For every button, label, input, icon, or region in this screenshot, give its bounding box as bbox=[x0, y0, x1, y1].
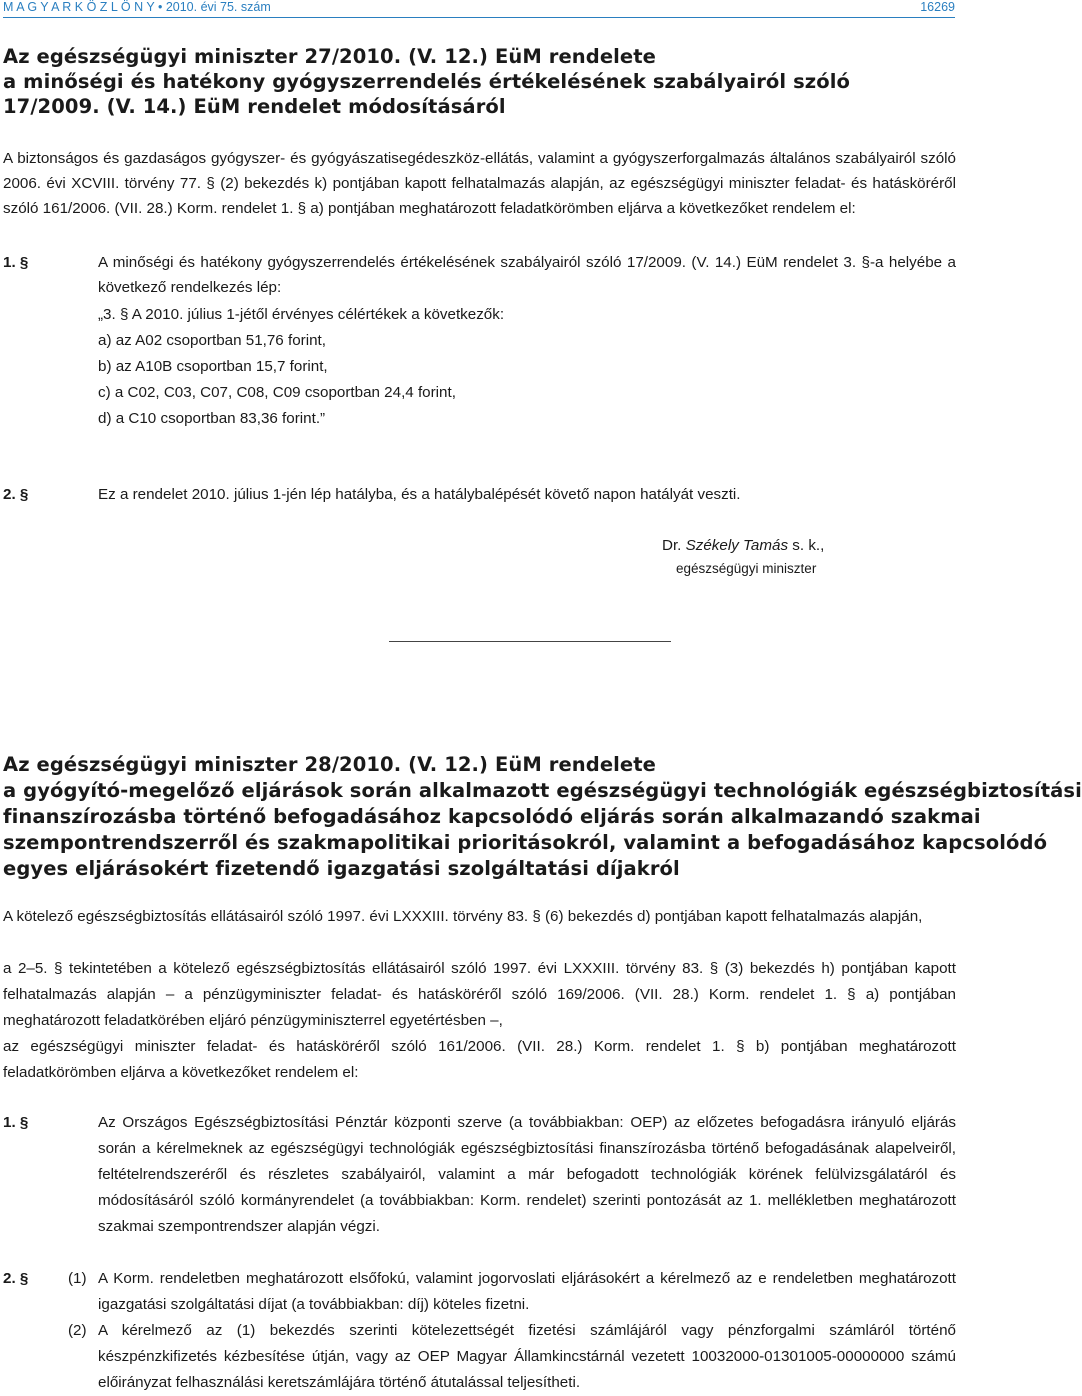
header-rule bbox=[3, 17, 955, 18]
signature-prefix: Dr. bbox=[662, 537, 686, 554]
decree2-section-2-paragraph-1 bbox=[3, 1266, 956, 1318]
decree1-section-2 bbox=[3, 482, 956, 508]
paragraph-number: (2) bbox=[68, 1322, 87, 1339]
decree2-title-line: Az egészségügyi miniszter 28/2010. (V. 12.) EüM rendelete bbox=[3, 753, 657, 776]
paragraph-number: (1) bbox=[68, 1270, 87, 1287]
issue-info: 2010. évi 75. szám bbox=[165, 0, 271, 14]
journal-name: M A G Y A R K Ö Z L Ö N Y bbox=[3, 0, 155, 14]
paragraph-text: A kérelmező az (1) bekezdés szerinti kötelezettségét fizetési számlájáról vagy pénzforgalmi számláról történő készpénzkifizetés kézbesítése útján, vagy az OEP Magyar Államkincstárnál vezetett 10032000-01301005-00000000 számú előirányzat felhasználási keretszámlájára történő átutalással teljesítheti. bbox=[98, 1322, 956, 1391]
decree1-preamble: A biztonságos és gazdaságos gyógyszer- és gyógyászatisegédeszköz-ellátás, valamint a gyógyszerforgalmazás általános szabályairól szóló 2006. évi XCVIII. törvény 77. § (2) bekezdés k) pontjában kapott felhatalmazás alapján, az egészségügyi miniszter feladat- és hatásköréről szóló 161/2006. (VII. 28.) Korm. rendelet 1. § a) pontjában meghatározott feladatkörömben eljárva a következőket rendelem el: bbox=[3, 150, 956, 217]
running-header bbox=[3, 0, 955, 14]
list-item: a) az A02 csoportban 51,76 forint, bbox=[98, 332, 326, 349]
bullet-separator: • bbox=[157, 0, 163, 14]
decree2-title-line: a gyógyító-megelőző eljárások során alkalmazott egészségügyi technológiák egészségbiztosítási bbox=[3, 779, 1082, 802]
signature-surname: Székely Tamás bbox=[685, 537, 789, 554]
section-number: 2. § bbox=[3, 1270, 29, 1287]
signature-name bbox=[662, 536, 824, 556]
decree2-title-line: finanszírozásba történő befogadásához kapcsolódó eljárás során alkalmazandó szakmai bbox=[3, 805, 981, 828]
decree2-section-1 bbox=[3, 1110, 956, 1240]
decree1-title-line: a minőségi és hatékony gyógyszerrendelés értékelésének szabályairól szóló bbox=[3, 70, 851, 93]
list-item: c) a C02, C03, C07, C08, C09 csoportban 24,4 forint, bbox=[98, 384, 456, 401]
page-number: 16269 bbox=[920, 0, 955, 14]
quoted-intro: „3. § A 2010. július 1-jétől érvényes célértékek a következők: bbox=[98, 306, 505, 323]
decree2-title bbox=[3, 752, 1082, 882]
decree2-section-2-paragraph-2 bbox=[3, 1318, 956, 1396]
section-text: Az Országos Egészségbiztosítási Pénztár központi szerve (a továbbiakban: OEP) az előzetes befogadásra irányuló eljárás során a kérelmeknek az egészségügyi technológiák egészségbiztosítási finanszírozásba történő befogadásának alapelveiről, feltételrendszeréről és részletes szabályairól, valamint a már befogadott technológiák körének felülvizsgálatáról és módosításáról szóló kormányrendelet (a továbbiakban: Korm. rendelet) szerinti pontozását az 1. mellékletben meghatározott szakmai szempontrendszer alapján végzi. bbox=[98, 1114, 956, 1235]
signature-suffix: s. k., bbox=[788, 537, 825, 554]
section-text: A minőségi és hatékony gyógyszerrendelés értékelésének szabályairól szóló 17/2009. (V. 14.) EüM rendelet 3. §-a helyébe a következő rendelkezés lép: bbox=[98, 254, 956, 296]
signature-role: egészségügyi miniszter bbox=[676, 561, 817, 576]
decree2-title-line: egyes eljárásokért fizetendő igazgatási szolgáltatási díjakról bbox=[3, 857, 680, 880]
section-number: 2. § bbox=[3, 486, 29, 503]
list-item: b) az A10B csoportban 15,7 forint, bbox=[98, 358, 328, 375]
decree2-preamble-2: a 2–5. § tekintetében a kötelező egészségbiztosítás ellátásairól szóló 1997. évi LXXXIII. törvény 83. § (3) bekezdés h) pontjában kapott felhatalmazás alapján – a pénzügyminiszter feladat- és hatásköréről szóló 169/2006. (VII. 28.) Korm. rendelet 1. § a) pontjában meghatározott feladatkörében eljáró pénzügyminiszterrel egyetértésben –, bbox=[3, 960, 956, 1029]
decree2-preamble-3: az egészségügyi miniszter feladat- és hatásköréről szóló 161/2006. (VII. 28.) Korm. rendelet 1. § b) pontjában meghatározott feladatkörömben eljárva a következőket rendelem el: bbox=[3, 1038, 956, 1081]
section-number: 1. § bbox=[3, 254, 29, 271]
list-item: d) a C10 csoportban 83,36 forint.” bbox=[98, 410, 326, 427]
decree1-title bbox=[3, 44, 953, 119]
section-text: Ez a rendelet 2010. július 1-jén lép hatályba, és a hatálybalépését követő napon hatályát veszti. bbox=[98, 486, 741, 503]
decree2-preamble-1: A kötelező egészségbiztosítás ellátásairól szóló 1997. évi LXXXIII. törvény 83. § (6) bekezdés d) pontjában kapott felhatalmazás alapján, bbox=[3, 908, 923, 925]
decree1-title-line: Az egészségügyi miniszter 27/2010. (V. 12.) EüM rendelete bbox=[3, 45, 657, 68]
separator-line bbox=[389, 641, 671, 642]
decree1-title-line: 17/2009. (V. 14.) EüM rendelet módosításáról bbox=[3, 95, 506, 118]
paragraph-text: A Korm. rendeletben meghatározott elsőfokú, valamint jogorvoslati eljárásokért a kérelmező az e rendeletben meghatározott igazgatási szolgáltatási díjat (a továbbiakban: díj) köteles fizetni. bbox=[98, 1270, 956, 1313]
section-number: 1. § bbox=[3, 1114, 29, 1131]
decree1-section-1 bbox=[3, 250, 956, 302]
decree2-title-line: szempontrendszerről és szakmapolitikai prioritásokról, valamint a befogadásához kapcsolódó bbox=[3, 831, 1048, 854]
header-journal-info bbox=[3, 0, 271, 14]
